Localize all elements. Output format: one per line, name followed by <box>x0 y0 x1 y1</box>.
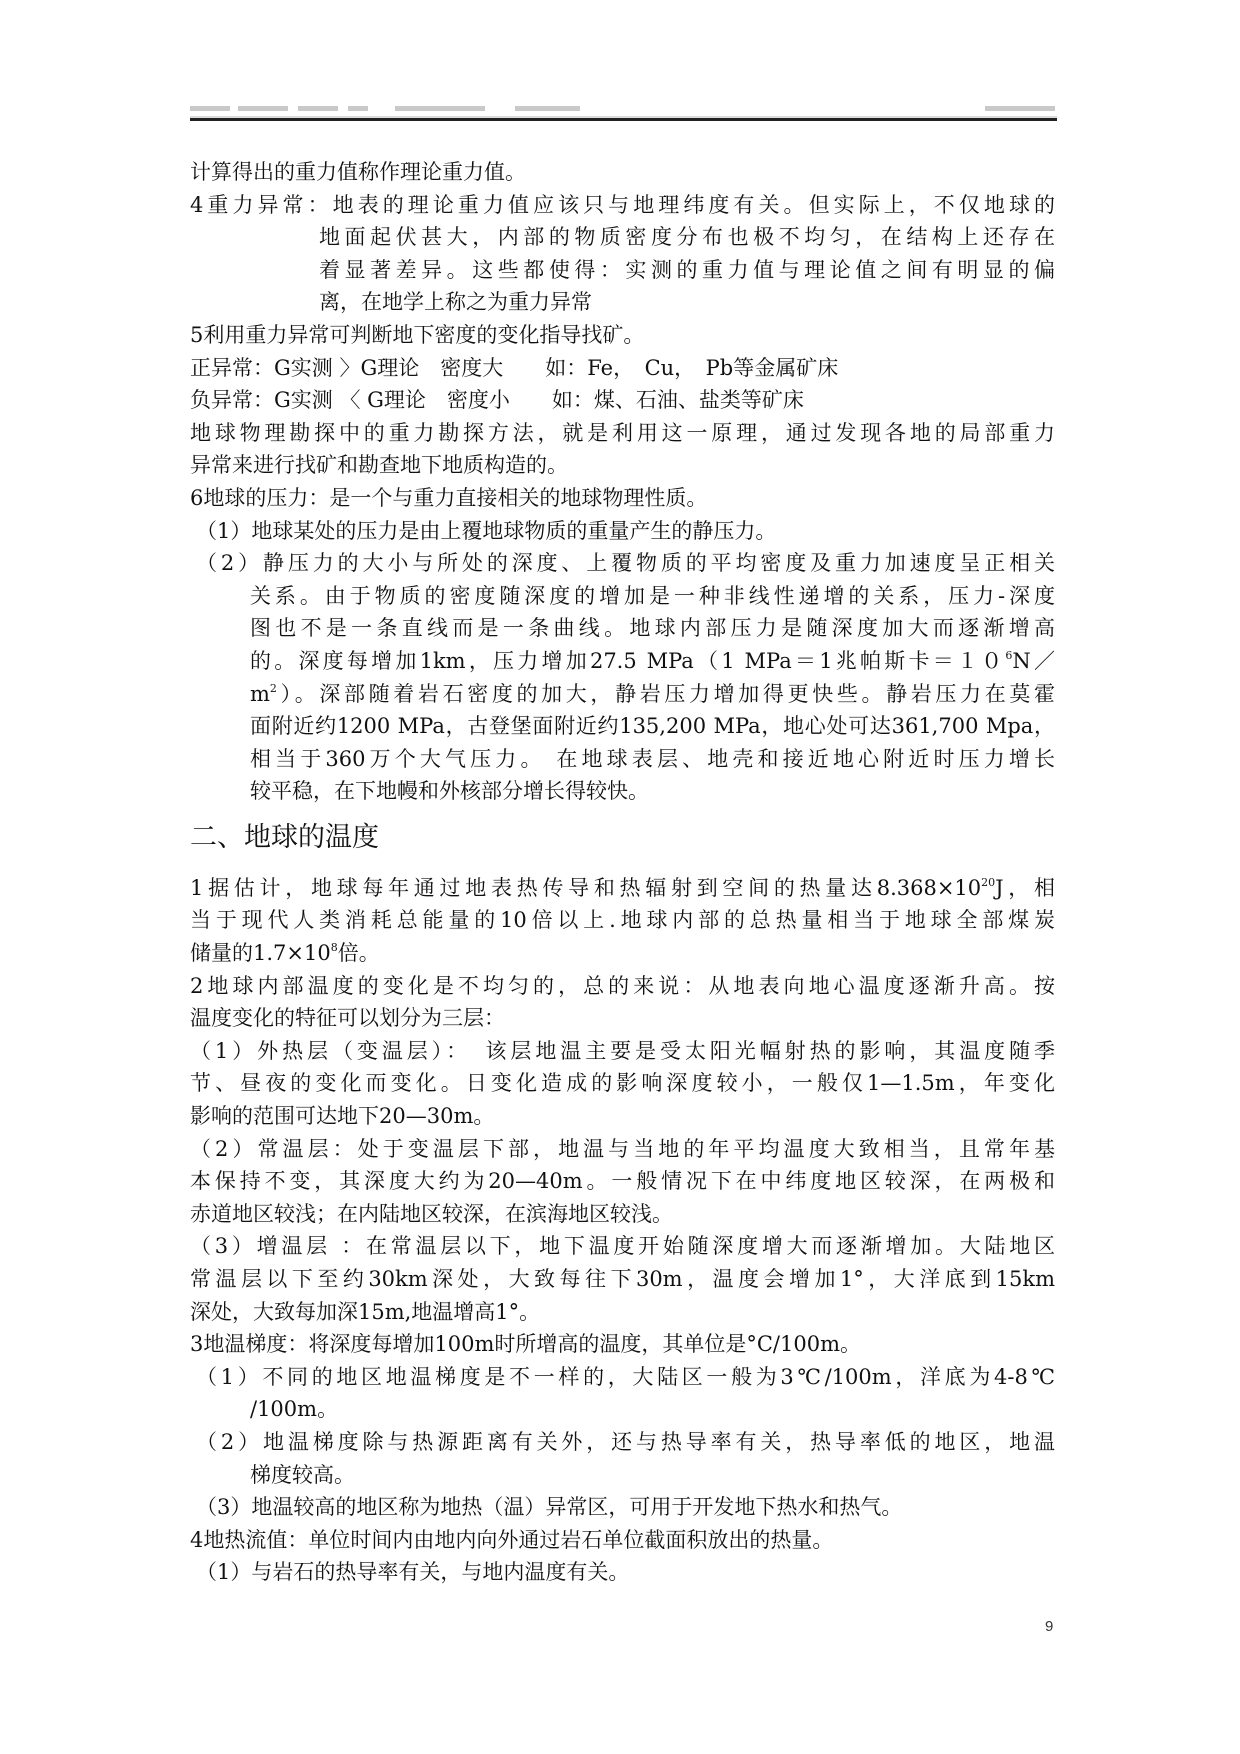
text-line: 相当于360万个大气压力。 在地球表层、地壳和接近地心附近时压力增长 <box>250 746 1055 771</box>
text-line: 深处，大致每加深15m,地温增高1°。 <box>190 1299 541 1324</box>
text-line: 本保持不变，其深度大约为20—40m。一般情况下在中纬度地区较深，在两极和 <box>190 1169 1055 1194</box>
text-line: （2）地温梯度除与热源距离有关外，还与热导率有关，热导率低的地区，地温 <box>196 1429 1055 1454</box>
text-line <box>250 678 1055 711</box>
text-run: N／ <box>1012 648 1056 673</box>
text-line: 离，在地学上称之为重力异常 <box>319 290 592 315</box>
page-number: 9 <box>1045 1618 1054 1635</box>
text-line: （3）地温较高的地区称为地热（温）异常区，可用于开发地下热水和热气。 <box>196 1495 903 1520</box>
text-line: 异常来进行找矿和勘查地下地质构造的。 <box>190 453 568 478</box>
text-line: 图也不是一条直线而是一条曲线。地球内部压力是随深度加大而逐渐增高 <box>250 616 1055 641</box>
superscript: 20 <box>981 875 996 889</box>
text-run: 的。深度每增加1km，压力增加27.5 MPa（1 MPa＝1兆帕斯卡＝１０ <box>250 648 1006 673</box>
text-line: 赤道地区较浅；在内陆地区较深，在滨海地区较浅。 <box>190 1201 673 1226</box>
text-line: 着显著差异。这些都使得：实测的重力值与理论值之间有明显的偏 <box>319 257 1055 282</box>
text-line: 面附近约1200 MPa，古登堡面附近约135,200 MPa，地心处可达361,700 Mpa， <box>250 714 1055 739</box>
text-line: （2）静压力的大小与所处的深度、上覆物质的平均密度及重力加速度呈正相关 <box>196 551 1055 576</box>
document-body <box>190 156 1055 1589</box>
text-run: m <box>250 681 270 706</box>
text-line: 6地球的压力：是一个与重力直接相关的地球物理性质。 <box>190 485 708 510</box>
text-line: （3）增温层 ：在常温层以下，地下温度开始随深度增大而逐渐增加。大陆地区 <box>190 1234 1055 1259</box>
text-line: 4地热流值：单位时间内由地内向外通过岩石单位截面积放出的热量。 <box>190 1527 834 1552</box>
superscript: 6 <box>1005 648 1013 662</box>
text-run: ）。深部随着岩石密度的加大，静岩压力增加得更快些。静岩压力在莫霍 <box>276 681 1055 706</box>
text-line: （2）常温层：处于变温层下部，地温与当地的年平均温度大致相当，且常年基 <box>190 1136 1055 1161</box>
text-line: 5利用重力异常可判断地下密度的变化指导找矿。 <box>190 322 645 347</box>
text-line: 温度变化的特征可以划分为三层： <box>190 1006 505 1031</box>
text-line: 当于现代人类消耗总能量的10倍以上.地球内部的总热量相当于地球全部煤炭 <box>190 908 1055 933</box>
text-line: 影响的范围可达地下20—30m。 <box>190 1104 495 1129</box>
text-line: 负异常：G实测 〈 G理论 密度小 如：煤、石油、盐类等矿床 <box>190 388 804 413</box>
text-line: /100m。 <box>250 1397 339 1422</box>
text-line: （1）与岩石的热导率有关，与地内温度有关。 <box>196 1560 630 1585</box>
text-line: 节、昼夜的变化而变化。日变化造成的影响深度较小，一般仅1—1.5m，年变化 <box>190 1071 1055 1096</box>
text-line <box>190 872 1055 905</box>
text-run: 储量的1.7×10 <box>190 941 331 966</box>
text-line: 计算得出的重力值称作理论重力值。 <box>190 160 526 184</box>
superscript: 8 <box>330 941 338 955</box>
text-line: （1）不同的地区地温梯度是不一样的，大陆区一般为3℃/100m，洋底为4-8℃ <box>196 1364 1055 1389</box>
text-line <box>190 937 1055 970</box>
text-line: （1）地球某处的压力是由上覆地球物质的重量产生的静压力。 <box>196 518 777 543</box>
text-line <box>250 645 1055 678</box>
text-line: 3地温梯度：将深度每增加100m时所增高的温度，其单位是°C/100m。 <box>190 1332 861 1357</box>
text-run: 倍。 <box>337 941 380 966</box>
text-run: J，相 <box>995 875 1056 900</box>
section-heading: 二、地球的温度 <box>190 821 379 853</box>
text-line: 常温层以下至约30km深处，大致每往下30m，温度会增加1°，大洋底到15km <box>190 1267 1055 1291</box>
text-line: 梯度较高。 <box>250 1462 355 1487</box>
text-run: 1据估计，地球每年通过地表热传导和热辐射到空间的热量达8.368×10 <box>190 875 982 900</box>
text-line: 关系。由于物质的密度随深度的增加是一种非线性递增的关系，压力-深度 <box>250 583 1055 608</box>
text-line: 正异常：G实测 〉G理论 密度大 如：Fe， Cu， Pb等金属矿床 <box>190 355 839 380</box>
text-line: 地球物理勘探中的重力勘探方法，就是利用这一原理，通过发现各地的局部重力 <box>190 420 1055 445</box>
superscript: 2 <box>269 681 277 695</box>
text-line: （1）外热层（变温层）： 该层地温主要是受太阳光幅射热的影响，其温度随季 <box>190 1038 1055 1063</box>
header-rule <box>190 116 1057 121</box>
text-line: 2地球内部温度的变化是不均匀的，总的来说：从地表向地心温度逐渐升高。按 <box>190 973 1055 998</box>
text-line: 较平稳，在下地幔和外核部分增长得较快。 <box>250 779 649 804</box>
text-line: 4重力异常：地表的理论重力值应该只与地理纬度有关。但实际上，不仅地球的 <box>190 192 1055 217</box>
text-line: 地面起伏甚大，内部的物质密度分布也极不均匀，在结构上还存在 <box>319 225 1055 250</box>
